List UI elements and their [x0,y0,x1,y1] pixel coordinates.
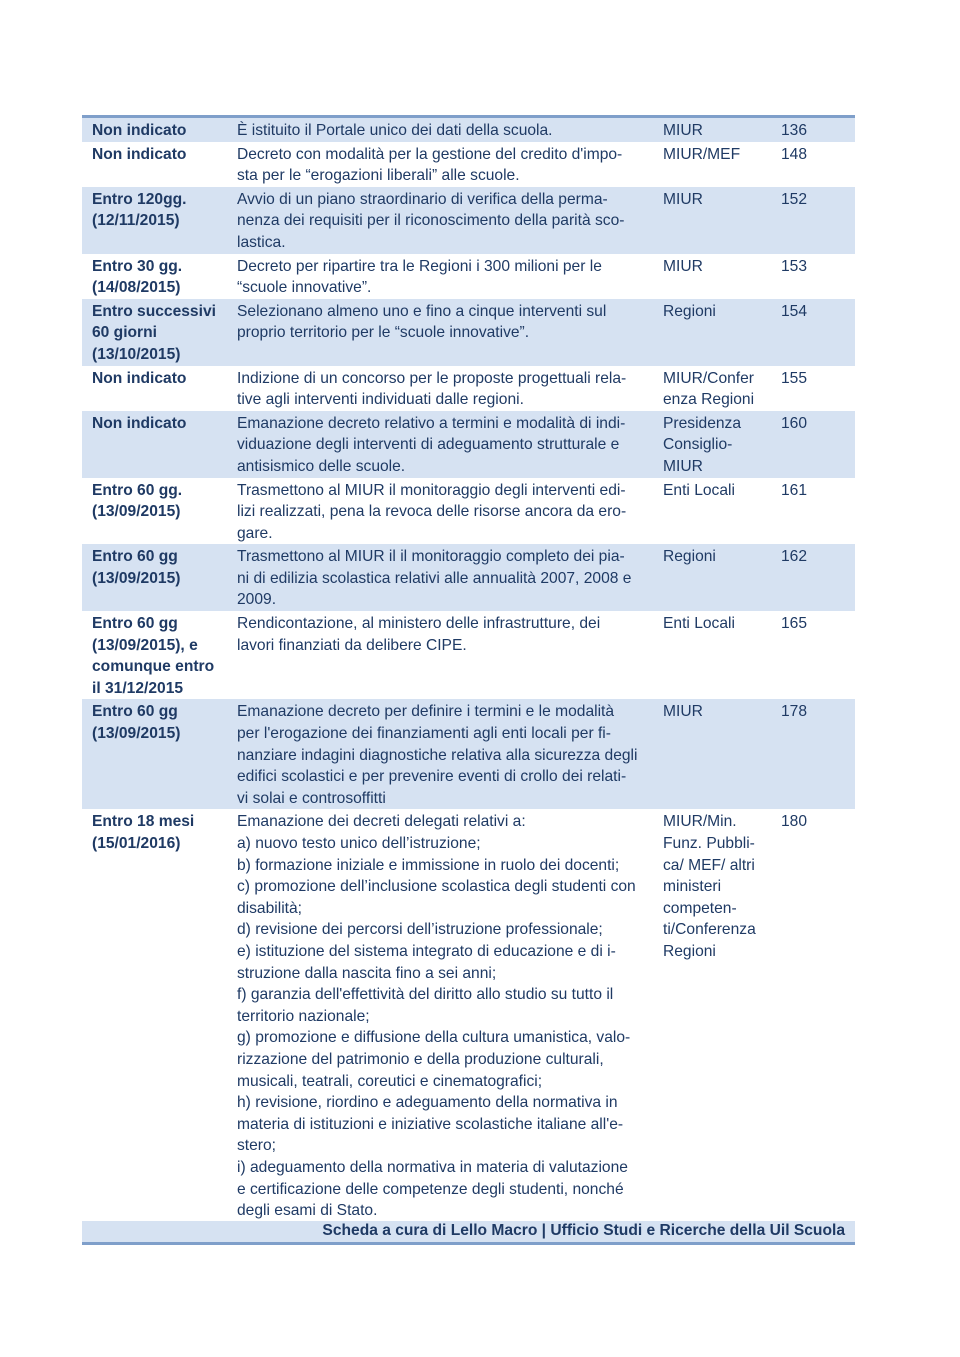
description-cell-line: struzione dalla nascita fino a sei anni; [237,964,497,982]
deadline-cell-line: Entro 60 gg. [92,481,183,499]
description-cell-line: sta per le “erogazioni liberali” alle scuole. [237,167,520,185]
description-cell-line: lastica. [237,233,286,251]
deadline-cell [82,299,228,366]
authority-cell-line: MIUR [663,190,703,208]
description-cell [228,411,662,478]
authority-cell-line: Regioni [663,942,716,960]
authority-cell-line: MIUR [663,122,703,139]
description-cell-line: viduazione degli interventi di adeguamento strutturale e [237,436,620,454]
authority-cell-line: MIUR/Min. [663,813,737,831]
authority-cell-line: MIUR [663,457,703,475]
description-cell-line: antisismico delle scuole. [237,457,406,475]
authority-cell [662,411,781,478]
description-cell-line: gare. [237,524,273,542]
table-row [82,142,855,187]
deadline-cell-line: Non indicato [92,414,187,432]
authority-cell [662,366,781,411]
description-cell [228,187,662,254]
description-cell-line: b) formazione iniziale e immissione in ruolo dei docenti; [237,856,620,874]
authority-cell-line: MIUR/MEF [663,145,741,163]
table-row [82,299,855,366]
deadline-cell-line: Entro 18 mesi [92,813,195,831]
comma-cell: 165 [781,615,808,633]
description-cell-line: Trasmettono al MIUR il il monitoraggio completo dei pia- [237,548,625,566]
deadline-cell-line: (13/10/2015) [92,345,181,363]
description-cell-line: degli esami di Stato. [237,1202,378,1220]
authority-cell-line: Regioni [663,302,716,320]
comma-cell: 152 [781,190,808,208]
description-cell-line: d) revisione dei percorsi dell’istruzione professionale; [237,921,603,939]
table-row [82,478,855,545]
comma-cell: 161 [781,481,808,499]
page-footer [82,1221,855,1245]
comma-cell: 153 [781,257,808,275]
description-cell-line: nenza dei requisiti per il riconoscimento della parità sco- [237,212,625,230]
description-cell-line: Emanazione dei decreti delegati relativi a: [237,813,526,831]
authority-cell [662,254,781,299]
deadline-cell [82,187,228,254]
description-cell-line: tive agli interventi individuati dalle regioni. [237,391,524,409]
table-row [82,366,855,411]
description-cell [228,611,662,699]
table-row [82,699,855,809]
deadline-cell-line: il 31/12/2015 [92,679,184,697]
description-cell-line: Indizione di un concorso per le proposte progettuali rela- [237,369,627,387]
deadline-cell-line: (13/09/2015) [92,503,181,521]
authority-cell-line: Enti Locali [663,615,735,633]
description-cell-line: proprio territorio per le “scuole innovative”. [237,324,530,342]
deadline-cell-line: Entro 120gg. [92,190,187,208]
description-cell [228,118,662,142]
deadline-cell-line: comunque entro [92,658,215,676]
deadline-cell [82,809,228,1221]
description-cell [228,299,662,366]
deadline-cell [82,544,228,611]
description-cell-line: Rendicontazione, al ministero delle infrastrutture, dei [237,615,601,633]
deadline-cell-line: Entro 60 gg [92,703,178,721]
table-row [82,254,855,299]
footer-credit: Scheda a cura di Lello Macro | Ufficio Studi e Ricerche della Uil Scuola [322,1222,845,1239]
deadline-cell [82,118,228,142]
comma-cell: 155 [781,369,808,387]
comma-cell: 180 [781,813,808,831]
deadline-cell [82,478,228,545]
authority-cell [662,478,781,545]
authority-cell-line: Presidenza [663,414,742,432]
description-cell-line: lizi realizzati, pena la revoca delle risorse ancora da ero- [237,503,627,521]
description-cell [228,366,662,411]
comma-cell: 136 [781,122,808,139]
description-cell-line: Decreto con modalità per la gestione del credito d'impo- [237,145,623,163]
description-cell-line: materia di istituzioni e iniziative scolastiche italiane all'e- [237,1115,624,1133]
description-cell-line: rizzazione del patrimonio e della produzione culturali, [237,1050,604,1068]
deadline-cell-line: Non indicato [92,122,187,139]
deadline-cell [82,699,228,809]
description-cell-line: ni di edilizia scolastica relativi alle annualità 2007, 2008 e [237,569,632,587]
deadline-cell-line: Non indicato [92,369,187,387]
description-cell-line: Selezionano almeno uno e fino a cinque interventi sul [237,302,607,320]
authority-cell-line: Enti Locali [663,481,735,499]
authority-cell-line: Consiglio- [663,436,733,454]
authority-cell-line: MIUR [663,703,703,721]
description-cell-line: Emanazione decreto per definire i termini e le modalità [237,703,615,721]
authority-cell-line: ca/ MEF/ altri [663,856,755,874]
authority-cell [662,809,781,1221]
deadline-cell-line: (12/11/2015) [92,212,180,230]
table-row [82,544,855,611]
authority-cell [662,544,781,611]
description-cell-line: a) nuovo testo unico dell’istruzione; [237,835,481,852]
description-cell [228,142,662,187]
description-cell-line: Emanazione decreto relativo a termini e modalità di indi- [237,414,626,432]
authority-cell-line: ti/Conferenza [663,921,756,939]
table-row [82,411,855,478]
comma-cell: 162 [781,548,808,566]
deadline-cell-line: (14/08/2015) [92,279,181,297]
table-row [82,118,855,142]
description-cell-line: e certificazione delle competenze degli studenti, nonché [237,1180,624,1198]
authority-cell-line: competen- [663,899,737,917]
deadline-cell-line: Entro 60 gg [92,615,178,633]
description-cell-line: c) promozione dell’inclusione scolastica degli studenti con [237,878,636,896]
table-row [82,187,855,254]
description-cell [228,254,662,299]
deadline-cell-line: (13/09/2015) [92,725,181,743]
description-cell [228,544,662,611]
description-cell [228,699,662,809]
authority-cell-line: MIUR/Confer [663,369,754,387]
description-cell-line: e) istituzione del sistema integrato di educazione e di i- [237,942,616,960]
comma-cell: 154 [781,302,808,320]
deadline-cell [82,254,228,299]
deadline-cell-line: Non indicato [92,145,187,163]
description-cell-line: per l'erogazione dei finanziamenti agli enti locali per fi- [237,725,611,743]
authority-cell [662,118,781,142]
authority-cell [662,699,781,809]
description-cell-line: disabilità; [237,899,303,917]
authority-cell-line: MIUR [663,257,703,275]
deadline-cell-line: (13/09/2015) [92,569,181,587]
deadlines-table [82,115,855,1222]
description-cell-line: Avvio di un piano straordinario di verifica della perma- [237,190,608,208]
description-cell-line: i) adeguamento della normativa in materia di valutazione [237,1158,628,1176]
deadline-cell [82,142,228,187]
table-row [82,809,855,1221]
deadline-cell [82,411,228,478]
description-cell-line: Decreto per ripartire tra le Regioni i 300 milioni per le [237,257,602,275]
deadline-cell-line: (13/09/2015), e [92,636,198,654]
description-cell-line: musicali, teatrali, coreutici e cinematografici; [237,1072,543,1090]
comma-cell: 148 [781,145,808,163]
authority-cell [662,187,781,254]
description-cell-line: 2009. [237,591,277,609]
description-cell-line: h) revisione, riordino e adeguamento della normativa in [237,1094,618,1112]
deadline-cell [82,611,228,699]
description-cell-line: f) garanzia dell'effettività del diritto allo studio su tutto il [237,986,614,1004]
comma-cell: 160 [781,414,808,432]
deadline-cell-line: 60 giorni [92,324,157,342]
description-cell [228,478,662,545]
deadline-cell-line: Entro 30 gg. [92,257,183,275]
comma-cell: 178 [781,703,808,721]
deadline-cell-line: Entro 60 gg [92,548,178,566]
authority-cell-line: Funz. Pubbli- [663,835,755,852]
authority-cell [662,142,781,187]
description-cell-line: “scuole innovative”. [237,279,372,297]
description-cell-line: lavori finanziati da delibere CIPE. [237,636,467,654]
description-cell-line: edifici scolastici e per prevenire eventi di crollo dei relati- [237,768,627,786]
description-cell-line: Trasmettono al MIUR il monitoraggio degli interventi edi- [237,481,626,499]
authority-cell-line: ministeri [663,878,722,896]
description-cell-line: vi solai e controsoffitti [237,789,386,807]
authority-cell [662,611,781,699]
description-cell-line: g) promozione e diffusione della cultura umanistica, valo- [237,1029,631,1047]
deadline-cell-line: Entro successivi [92,302,216,320]
description-cell-line: È istituito il Portale unico dei dati della scuola. [237,122,553,139]
table-row [82,611,855,699]
authority-cell-line: enza Regioni [663,391,755,409]
authority-cell-line: Regioni [663,548,716,566]
description-cell-line: nanziare indagini diagnostiche relativa alla sicurezza degli [237,746,638,764]
authority-cell [662,299,781,366]
description-cell-line: stero; [237,1137,276,1155]
description-cell-line: territorio nazionale; [237,1007,370,1025]
deadline-cell [82,366,228,411]
description-cell [228,809,662,1221]
deadline-cell-line: (15/01/2016) [92,835,181,852]
